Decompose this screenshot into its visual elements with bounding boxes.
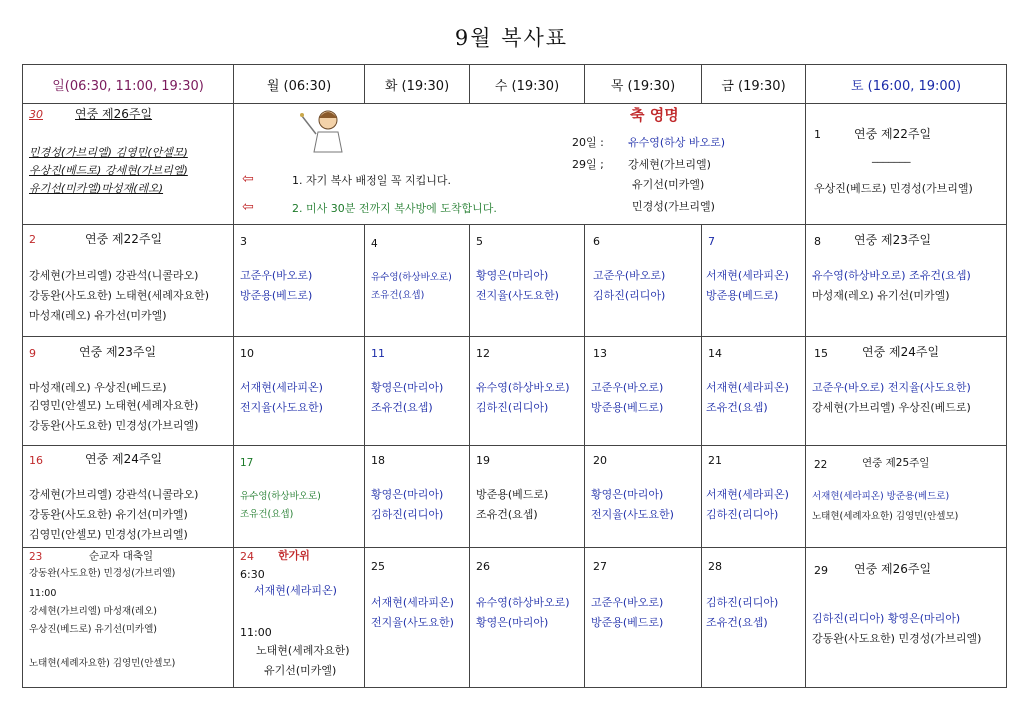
server-name: 고준우(바오로) bbox=[591, 596, 664, 609]
server-name: 전지율(사도요한) bbox=[371, 616, 454, 629]
server-name: 유수영(하상바오로) bbox=[371, 272, 452, 283]
cell-tue-11 bbox=[365, 337, 470, 446]
server-line: 서재현(세라피온) 방준용(베드로) bbox=[812, 491, 950, 502]
feast-name: 민경성(가브리엘) bbox=[632, 200, 715, 213]
server-name: 조유건(요셉) bbox=[706, 616, 768, 629]
feast-name: 강세현(가브리엘) bbox=[628, 158, 711, 171]
header-mon: 월 (06:30) bbox=[234, 65, 365, 104]
server-name: 서재현(세라피온) bbox=[706, 381, 789, 394]
arrow-left-icon: ⇦ bbox=[242, 171, 254, 187]
server-line: 노태현(세례자요한) 김영민(안셀모) bbox=[812, 511, 959, 522]
server-name: 황영은(마리아) bbox=[476, 616, 549, 629]
server-name: 김하진(리디아) bbox=[593, 289, 666, 302]
server-name: 전지율(사도요한) bbox=[240, 401, 323, 414]
day-number: 21 bbox=[708, 454, 722, 467]
server-line: 강동완(사도요한) 유기선(미카엘) bbox=[29, 508, 188, 521]
server-name: 유수영(하상바오로) bbox=[476, 381, 570, 394]
cell-tue-4 bbox=[365, 225, 470, 337]
week-label: 연중 제23주일 bbox=[79, 345, 157, 359]
day-number: 16 bbox=[29, 454, 43, 467]
server-line: 강세현(가브리엘) 마성재(레오) bbox=[29, 606, 157, 617]
day-number: 10 bbox=[240, 347, 254, 360]
feast-box bbox=[548, 104, 806, 225]
server-name: 고준우(바오로) bbox=[591, 381, 664, 394]
week-label: 연중 제25주일 bbox=[862, 457, 930, 469]
server-name: 김하진(리디아) bbox=[371, 508, 444, 521]
day-number: 2 bbox=[29, 233, 36, 246]
server-name: 서재현(세라피온) bbox=[371, 596, 454, 609]
server-name: 황영은(마리아) bbox=[476, 269, 549, 282]
cell-wed-19 bbox=[470, 446, 585, 548]
day-number: 14 bbox=[708, 347, 722, 360]
day-number: 4 bbox=[371, 238, 378, 250]
server-name: 서재현(세라피온) bbox=[240, 381, 323, 394]
server-name: 조유건(요셉) bbox=[476, 508, 538, 521]
week-label: 연중 제26주일 bbox=[854, 562, 932, 576]
week-label: 연중 제24주일 bbox=[85, 452, 163, 466]
server-name: 유수영(하상바오로) bbox=[476, 596, 570, 609]
server-name: 서재현(세라피온) bbox=[254, 584, 337, 597]
cell-sun-30 bbox=[23, 104, 234, 225]
day-number: 8 bbox=[814, 235, 821, 248]
day-number: 24 bbox=[240, 550, 254, 563]
server-line: 우상진(베드로) 유기선(미카엘) bbox=[29, 624, 157, 635]
server-line: 유기선(미카엘)마성재(레오) bbox=[29, 182, 164, 195]
cell-tue-25 bbox=[365, 548, 470, 687]
cell-sat-22 bbox=[806, 446, 1006, 548]
server-line: 고준우(바오로) 전지율(사도요한) bbox=[812, 381, 971, 394]
schedule-table bbox=[22, 64, 1007, 688]
server-name: 황영은(마리아) bbox=[591, 488, 664, 501]
server-line: 김하진(리디아) 황영은(마리아) bbox=[812, 612, 961, 625]
week-label: 연중 제24주일 bbox=[862, 345, 940, 359]
page-title: 9월 복사표 bbox=[454, 26, 569, 50]
server-line: 김영민(안셀모) 노태현(세례자요한) bbox=[29, 399, 199, 412]
boy-illustration bbox=[298, 106, 354, 154]
cell-sat-1 bbox=[806, 104, 1006, 225]
day-number: 30 bbox=[29, 108, 43, 121]
day-number: 27 bbox=[593, 560, 607, 573]
cell-fri-28 bbox=[702, 548, 806, 687]
day-number: 26 bbox=[476, 560, 490, 573]
server-line: 강동완(사도요한) 민경성(가브리엘) bbox=[812, 632, 982, 645]
holiday-label: 한가위 bbox=[278, 549, 310, 562]
day-number: 18 bbox=[371, 454, 385, 467]
day-number: 29 bbox=[814, 564, 828, 577]
server-name: 고준우(바오로) bbox=[240, 269, 313, 282]
feast-date: 20일 : bbox=[572, 136, 604, 149]
day-number: 1 bbox=[814, 128, 821, 141]
server-line: 강동완(사도요한) 노태현(세례자요한) bbox=[29, 289, 210, 302]
server-name: 조유건(요셉) bbox=[371, 401, 433, 414]
day-number: 3 bbox=[240, 235, 247, 248]
cell-thu-27 bbox=[585, 548, 702, 687]
server-line: 우상진(베드로) 민경성(가브리엘) bbox=[814, 182, 973, 195]
server-name: 노태현(세례자요한) bbox=[256, 644, 350, 657]
cell-sun-23 bbox=[23, 548, 234, 687]
week-label: 순교자 대축일 bbox=[89, 550, 154, 562]
server-name: 김하진(리디아) bbox=[476, 401, 549, 414]
server-name: 방준용(베드로) bbox=[591, 616, 664, 629]
feast-title: 축 영명 bbox=[630, 106, 679, 124]
day-number: 19 bbox=[476, 454, 490, 467]
day-number: 22 bbox=[814, 459, 828, 471]
server-line: 강동완(사도요한) 민경성(가브리엘) bbox=[29, 568, 176, 579]
server-name: 방준용(베드로) bbox=[706, 289, 779, 302]
cell-mon-24 bbox=[234, 548, 365, 687]
header-fri: 금 (19:30) bbox=[702, 65, 806, 104]
server-line: 마성재(레오) 우상진(베드로) bbox=[29, 381, 167, 394]
server-line: 강세현(가브리엘) 강관석(니콜라오) bbox=[29, 269, 199, 282]
header-sat: 토 (16:00, 19:00) bbox=[806, 65, 1006, 104]
server-name: 고준우(바오로) bbox=[593, 269, 666, 282]
cell-sun-2 bbox=[23, 225, 234, 337]
cell-mon-3 bbox=[234, 225, 365, 337]
mass-time: 6:30 bbox=[240, 568, 265, 581]
week-label: 연중 제23주일 bbox=[854, 233, 932, 247]
day-number: 7 bbox=[708, 235, 715, 248]
server-name: 황영은(마리아) bbox=[371, 381, 444, 394]
cell-fri-14 bbox=[702, 337, 806, 446]
cell-sat-29 bbox=[806, 548, 1006, 687]
server-name: 방준용(베드로) bbox=[476, 488, 549, 501]
server-line: 노태현(세례자요한) 김영민(안셀모) bbox=[29, 658, 176, 669]
mass-time: 11:00 bbox=[240, 626, 272, 639]
server-name: 유기선(미카엘) bbox=[264, 664, 337, 677]
server-line: 마성재(레오) 유가선(미카엘) bbox=[29, 309, 167, 322]
feast-name: 유기선(미카엘) bbox=[632, 178, 705, 191]
day-number: 6 bbox=[593, 235, 600, 248]
cell-fri-21 bbox=[702, 446, 806, 548]
feast-date: 29일 ; bbox=[572, 158, 604, 171]
server-name: 조유건(요셉) bbox=[240, 509, 294, 520]
week-label: 연중 제22주일 bbox=[854, 127, 932, 141]
cell-sat-15 bbox=[806, 337, 1006, 446]
server-line: 유수영(하상바오로) 조유건(요셉) bbox=[812, 269, 971, 282]
cell-thu-6 bbox=[585, 225, 702, 337]
cell-sat-8 bbox=[806, 225, 1006, 337]
server-line: 마성재(레오) 유기선(미카엘) bbox=[812, 289, 950, 302]
arrow-left-icon: ⇦ bbox=[242, 199, 254, 215]
server-name: 김하진(리디아) bbox=[706, 596, 779, 609]
server-line: 민경성(가브리엘) 김영민(안셀모) bbox=[29, 146, 188, 159]
server-name: 황영은(마리아) bbox=[371, 488, 444, 501]
header-tue: 화 (19:30) bbox=[365, 65, 470, 104]
cell-sun-9 bbox=[23, 337, 234, 446]
notice-line-1: 1. 자기 복사 배정일 꼭 지킵니다. bbox=[292, 174, 451, 187]
day-number: 15 bbox=[814, 347, 828, 360]
day-number: 28 bbox=[708, 560, 722, 573]
day-number: 9 bbox=[29, 347, 36, 360]
header-sun: 일(06:30, 11:00, 19:30) bbox=[23, 65, 234, 104]
server-name: 전지율(사도요한) bbox=[476, 289, 559, 302]
cell-thu-13 bbox=[585, 337, 702, 446]
server-name: 조유건(요셉) bbox=[371, 290, 425, 301]
cell-mon-10 bbox=[234, 337, 365, 446]
server-name: 전지율(사도요한) bbox=[591, 508, 674, 521]
cell-thu-20 bbox=[585, 446, 702, 548]
server-line: 강세현(가브리엘) 우상진(베드로) bbox=[812, 401, 971, 414]
cell-sun-16 bbox=[23, 446, 234, 548]
day-number: 20 bbox=[593, 454, 607, 467]
cell-wed-12 bbox=[470, 337, 585, 446]
server-line: 강세현(가브리엘) 강관석(니콜라오) bbox=[29, 488, 199, 501]
server-name: 서재현(세라피온) bbox=[706, 269, 789, 282]
notice-line-2: 2. 미사 30분 전까지 복사방에 도착합니다. bbox=[292, 202, 497, 215]
day-number: 12 bbox=[476, 347, 490, 360]
server-line: 강동완(사도요한) 민경성(가브리엘) bbox=[29, 419, 199, 432]
day-number: 23 bbox=[29, 551, 43, 563]
placeholder-line: _______ bbox=[872, 150, 911, 163]
day-number: 25 bbox=[371, 560, 385, 573]
server-name: 조유건(요셉) bbox=[706, 401, 768, 414]
cell-fri-7 bbox=[702, 225, 806, 337]
week-label: 연중 제26주일 bbox=[75, 107, 153, 121]
header-wed: 수 (19:30) bbox=[470, 65, 585, 104]
cell-mon-17 bbox=[234, 446, 365, 548]
server-line: 우상진(베드로) 강세현(가브리엘) bbox=[29, 164, 188, 177]
day-number: 17 bbox=[240, 457, 254, 469]
day-number: 5 bbox=[476, 235, 483, 248]
server-name: 방준용(베드로) bbox=[240, 289, 313, 302]
day-number: 13 bbox=[593, 347, 607, 360]
server-name: 서재현(세라피온) bbox=[706, 488, 789, 501]
cell-tue-18 bbox=[365, 446, 470, 548]
mass-time: 11:00 bbox=[29, 588, 57, 599]
week-label: 연중 제22주일 bbox=[85, 232, 163, 246]
feast-name: 유수영(하상 바오로) bbox=[628, 136, 726, 149]
notice-box bbox=[234, 104, 548, 225]
server-line: 김영민(안셀모) 민경성(가브리엘) bbox=[29, 528, 188, 541]
server-name: 김하진(리디아) bbox=[706, 508, 779, 521]
cell-wed-26 bbox=[470, 548, 585, 687]
day-number: 11 bbox=[371, 347, 385, 360]
cell-wed-5 bbox=[470, 225, 585, 337]
header-thu: 목 (19:30) bbox=[585, 65, 702, 104]
server-name: 방준용(베드로) bbox=[591, 401, 664, 414]
server-name: 유수영(하상바오로) bbox=[240, 491, 321, 502]
